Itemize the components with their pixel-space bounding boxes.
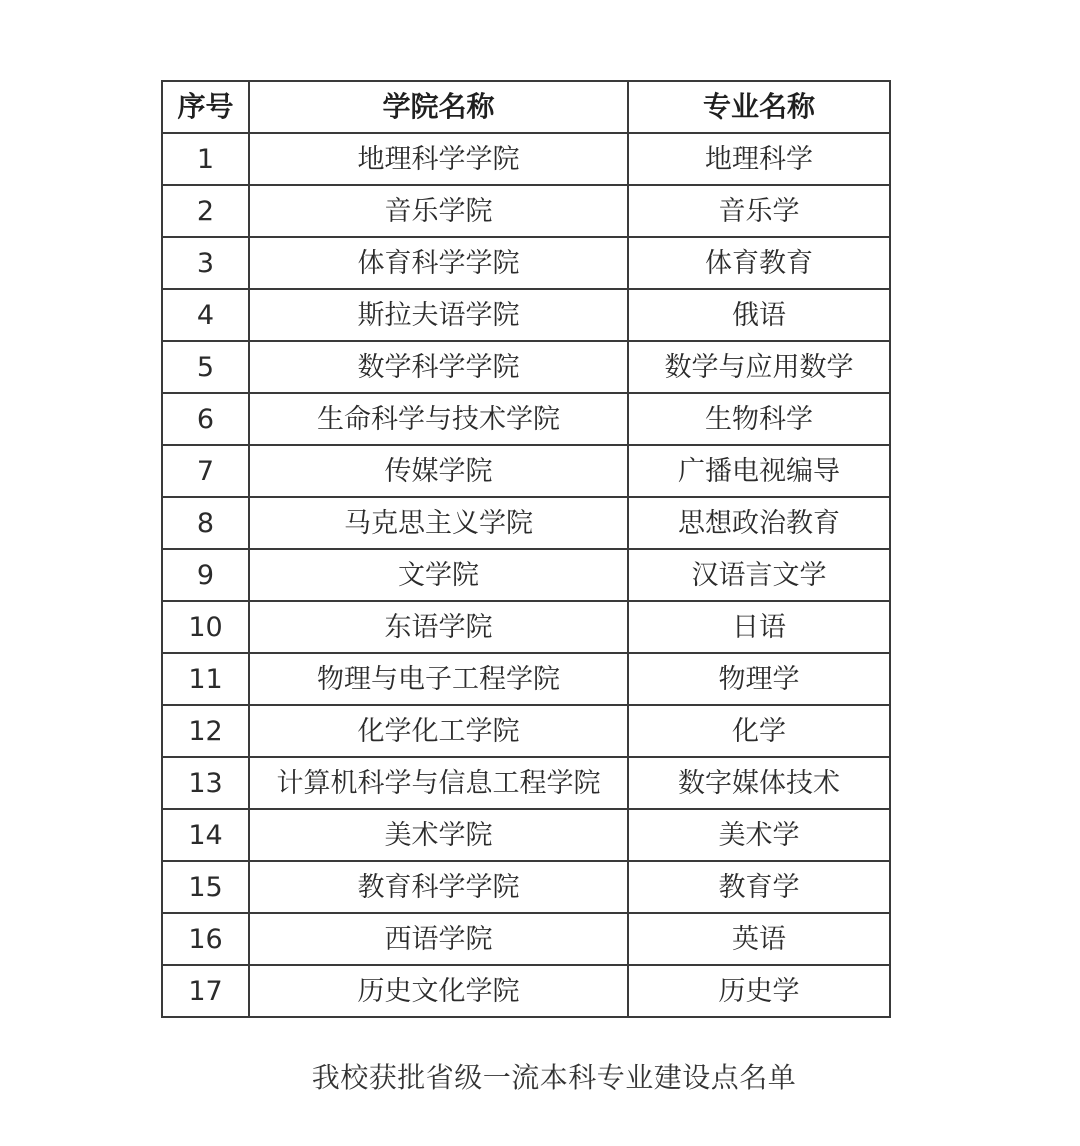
row-index-cell: 1 (162, 133, 249, 185)
college-name-cell: 历史文化学院 (249, 965, 628, 1017)
college-name-cell: 文学院 (249, 549, 628, 601)
major-name-cell: 思想政治教育 (628, 497, 890, 549)
college-name-cell: 计算机科学与信息工程学院 (249, 757, 628, 809)
table-row (162, 965, 890, 1017)
header-college-name: 学院名称 (249, 81, 628, 133)
row-index-cell: 14 (162, 809, 249, 861)
row-index-cell: 9 (162, 549, 249, 601)
college-name-cell: 东语学院 (249, 601, 628, 653)
major-name-cell: 数学与应用数学 (628, 341, 890, 393)
major-name-cell: 日语 (628, 601, 890, 653)
table-row (162, 913, 890, 965)
table-row (162, 705, 890, 757)
table-row (162, 861, 890, 913)
major-name-cell: 广播电视编导 (628, 445, 890, 497)
header-index: 序号 (162, 81, 249, 133)
major-name-cell: 音乐学 (628, 185, 890, 237)
majors-table (161, 80, 891, 1018)
row-index-cell: 5 (162, 341, 249, 393)
college-name-cell: 体育科学学院 (249, 237, 628, 289)
table-row (162, 497, 890, 549)
major-name-cell: 地理科学 (628, 133, 890, 185)
header-major-name: 专业名称 (628, 81, 890, 133)
major-name-cell: 俄语 (628, 289, 890, 341)
college-name-cell: 音乐学院 (249, 185, 628, 237)
table-row (162, 809, 890, 861)
row-index-cell: 8 (162, 497, 249, 549)
major-name-cell: 教育学 (628, 861, 890, 913)
row-index-cell: 17 (162, 965, 249, 1017)
row-index-cell: 4 (162, 289, 249, 341)
row-index-cell: 2 (162, 185, 249, 237)
college-name-cell: 化学化工学院 (249, 705, 628, 757)
college-name-cell: 美术学院 (249, 809, 628, 861)
major-name-cell: 美术学 (628, 809, 890, 861)
table-row (162, 185, 890, 237)
table-header-row (162, 81, 890, 133)
college-name-cell: 传媒学院 (249, 445, 628, 497)
row-index-cell: 15 (162, 861, 249, 913)
major-name-cell: 数字媒体技术 (628, 757, 890, 809)
table-caption: 我校获批省级一流本科专业建设点名单 (311, 1061, 797, 1094)
major-name-cell: 汉语言文学 (628, 549, 890, 601)
college-name-cell: 地理科学学院 (249, 133, 628, 185)
major-name-cell: 物理学 (628, 653, 890, 705)
table-row (162, 133, 890, 185)
table-row (162, 341, 890, 393)
major-name-cell: 化学 (628, 705, 890, 757)
major-name-cell: 体育教育 (628, 237, 890, 289)
major-name-cell: 英语 (628, 913, 890, 965)
table-row (162, 653, 890, 705)
table-row (162, 601, 890, 653)
row-index-cell: 12 (162, 705, 249, 757)
college-name-cell: 数学科学学院 (249, 341, 628, 393)
row-index-cell: 10 (162, 601, 249, 653)
row-index-cell: 7 (162, 445, 249, 497)
table-row (162, 549, 890, 601)
college-name-cell: 物理与电子工程学院 (249, 653, 628, 705)
major-name-cell: 历史学 (628, 965, 890, 1017)
row-index-cell: 6 (162, 393, 249, 445)
college-name-cell: 斯拉夫语学院 (249, 289, 628, 341)
row-index-cell: 3 (162, 237, 249, 289)
table-row (162, 757, 890, 809)
college-name-cell: 马克思主义学院 (249, 497, 628, 549)
row-index-cell: 16 (162, 913, 249, 965)
row-index-cell: 13 (162, 757, 249, 809)
major-name-cell: 生物科学 (628, 393, 890, 445)
college-name-cell: 生命科学与技术学院 (249, 393, 628, 445)
college-name-cell: 西语学院 (249, 913, 628, 965)
table-row (162, 289, 890, 341)
table-body (162, 133, 890, 1017)
college-name-cell: 教育科学学院 (249, 861, 628, 913)
table-row (162, 445, 890, 497)
table-row (162, 393, 890, 445)
row-index-cell: 11 (162, 653, 249, 705)
table-row (162, 237, 890, 289)
